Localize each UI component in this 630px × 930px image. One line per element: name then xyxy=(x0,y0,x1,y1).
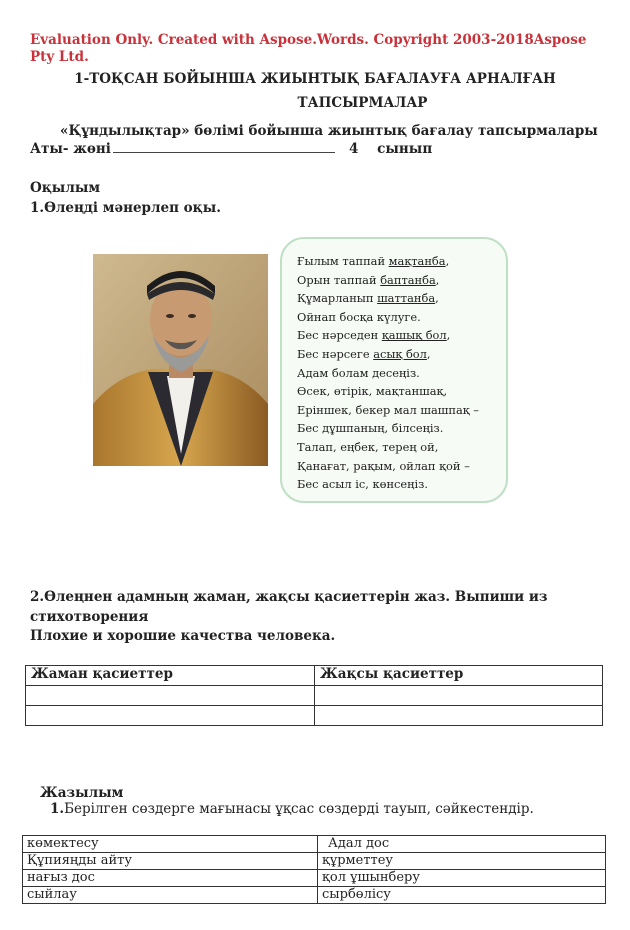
table-row xyxy=(26,706,603,726)
poem-line xyxy=(297,308,421,327)
matching-right-cell: сырбөлісу xyxy=(318,887,606,904)
portrait-illustration xyxy=(93,254,268,466)
poem-line-text: Бес нәрседен xyxy=(297,328,382,343)
poem-line xyxy=(297,289,439,308)
writing-heading: Жазылым xyxy=(40,785,124,801)
matching-right-cell: қол ұшынберу xyxy=(318,870,606,887)
good-quality-cell[interactable] xyxy=(315,686,603,706)
poem-line xyxy=(297,345,431,364)
name-blank-line xyxy=(113,140,335,153)
poem-line-text: Адам болам десеңіз. xyxy=(297,365,420,380)
poem-line xyxy=(297,401,479,420)
poem-underlined-word: мақтанба xyxy=(388,254,446,268)
poem-line xyxy=(297,364,420,383)
good-qualities-header: Жақсы қасиеттер xyxy=(315,666,603,686)
bad-qualities-header: Жаман қасиеттер xyxy=(26,666,315,686)
poem-line-text: Бес дұшпаның, білсеңіз. xyxy=(297,421,444,436)
watermark-text: Evaluation Only. Created with Aspose.Words. Copyright 2003-2018Aspose Pty Ltd. xyxy=(30,32,587,65)
matching-right-cell: Адал дос xyxy=(318,836,606,853)
good-quality-cell[interactable] xyxy=(315,706,603,726)
poem-underlined-word: шаттанба xyxy=(377,291,436,306)
table-row xyxy=(23,887,606,904)
bad-quality-cell[interactable] xyxy=(26,706,315,726)
grade-number: 4 xyxy=(348,141,359,157)
matching-table xyxy=(22,835,606,904)
poem-line-text: Ойнап босқа күлуге. xyxy=(297,309,421,324)
poem-line-text: Құмарланып xyxy=(297,291,378,306)
bad-quality-cell[interactable] xyxy=(26,686,315,706)
task2-line-1: 2.Өлеңнен адамның жаман, жақсы қасиеттерін жаз. Выпиши из xyxy=(30,589,548,605)
task2-line-3: Плохие и хорошие качества человека. xyxy=(30,628,336,644)
poem-underlined-word: асық бол xyxy=(373,347,427,361)
poem-line xyxy=(297,419,443,438)
poem-line-text: Қанағат, рақым, ойлап қой – xyxy=(297,458,470,473)
poem-line xyxy=(297,252,449,271)
poem-line-punctuation: , xyxy=(446,328,451,343)
task1-title: 1.Өлеңді мәнерлеп оқы. xyxy=(30,200,221,216)
task3-text: Берілген сөздерге мағынасы ұқсас сөздерді тауып, сәйкестендір. xyxy=(64,801,534,817)
task3-number: 1. xyxy=(50,801,65,817)
poem-line-punctuation: , xyxy=(435,291,439,306)
table-row xyxy=(23,853,606,870)
poem-line xyxy=(297,457,470,476)
table-header-row xyxy=(26,666,603,686)
poem-line-punctuation: , xyxy=(435,272,440,287)
portrait-image xyxy=(93,254,268,466)
table-row xyxy=(23,836,606,853)
name-row xyxy=(30,140,432,157)
poem-line-text: Орын таппай xyxy=(297,272,381,287)
reading-heading: Оқылым xyxy=(30,180,101,196)
poem-line-text: Еріншек, бекер мал шашпақ – xyxy=(297,402,479,417)
title-line-1: 1-ТОҚСАН БОЙЫНША ЖИЫНТЫҚ БАҒАЛАУҒА АРНАЛҒАН xyxy=(74,71,556,87)
poem-line-text: Бес асыл іс, көнсеңіз. xyxy=(297,477,428,492)
matching-left-cell: Құпияңды айту xyxy=(23,853,318,870)
matching-right-cell: құрметтеу xyxy=(318,853,606,870)
poem-line-punctuation: , xyxy=(426,347,431,361)
poem-line-text: Өсек, өтірік, мақтаншақ, xyxy=(297,384,448,399)
name-label: Аты- жөні xyxy=(30,141,111,157)
matching-left-cell: көмектесу xyxy=(23,836,318,853)
subtitle: «Құндылықтар» бөлімі бойынша жиынтық бағалау тапсырмалары xyxy=(60,123,598,139)
matching-left-cell: сыйлау xyxy=(23,887,318,904)
poem-underlined-word: баптанба xyxy=(380,272,436,287)
qualities-table xyxy=(25,665,603,726)
poem-line-punctuation: , xyxy=(445,254,450,268)
poem-line-text: Бес нәрсеге xyxy=(297,347,374,361)
poem-line-text: Ғылым таппай xyxy=(297,254,389,268)
table-row xyxy=(26,686,603,706)
task3-title xyxy=(50,801,534,817)
poem-line xyxy=(297,382,447,401)
poem-line xyxy=(297,271,439,290)
poem-line-text: Талап, еңбек, терең ой, xyxy=(297,440,439,454)
poem-line xyxy=(297,475,428,494)
task2-line-2: стихотворения xyxy=(30,609,149,625)
poem-line xyxy=(297,326,450,345)
title-line-2: ТАПСЫРМАЛАР xyxy=(297,95,428,111)
poem-underlined-word: қашық бол xyxy=(381,328,447,343)
poem-line xyxy=(297,438,438,457)
matching-left-cell: нағыз дос xyxy=(23,870,318,887)
table-row xyxy=(23,870,606,887)
grade-label: сынып xyxy=(377,141,433,157)
